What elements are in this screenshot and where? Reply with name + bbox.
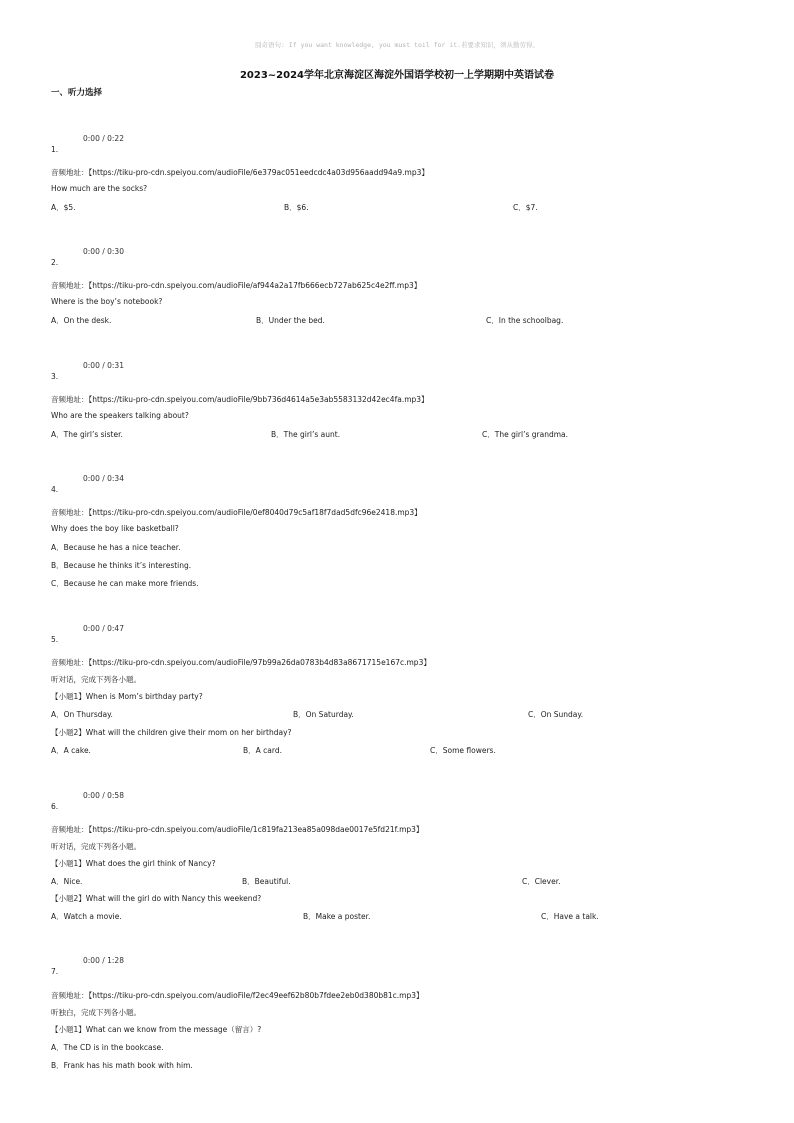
audio-url: 音频地址：【https://tiku-pro-cdn.speiyou.com/audioFile/97b99a26da0783b4d83a8671715e167c.mp3】 xyxy=(51,658,431,667)
question-instruction: 听对话，完成下列各小题。 xyxy=(51,842,141,851)
option-a: A．$5. xyxy=(51,203,76,212)
sub-question-text: 【小题1】What can we know from the message（留言）? xyxy=(51,1025,262,1034)
audio-player[interactable]: 0:00 / 0:30 xyxy=(83,247,124,256)
option-b: B．$6. xyxy=(284,203,309,212)
question-instruction: 听独白，完成下列各小题。 xyxy=(51,1008,141,1017)
option-a: A．The girl’s sister. xyxy=(51,430,123,439)
question-number: 2. xyxy=(51,258,59,267)
question-number: 1. xyxy=(51,145,59,154)
option-c: C．Clever. xyxy=(522,877,561,886)
audio-url: 音频地址：【https://tiku-pro-cdn.speiyou.com/audioFile/f2ec49eef62b80b7fdee2eb0d380b81c.mp3】 xyxy=(51,991,424,1000)
audio-player[interactable]: 0:00 / 0:22 xyxy=(83,134,124,143)
option-c: C．Because he can make more friends. xyxy=(51,579,199,588)
audio-player[interactable]: 0:00 / 1:28 xyxy=(83,956,124,965)
question-text: Why does the boy like basketball? xyxy=(51,524,179,533)
audio-player[interactable]: 0:00 / 0:34 xyxy=(83,474,124,483)
question-number: 3. xyxy=(51,372,59,381)
option-a: A．A cake. xyxy=(51,746,91,755)
sub-question-text: 【小题2】What will the children give their mom on her birthday? xyxy=(51,728,292,737)
option-a: A．On the desk. xyxy=(51,316,112,325)
section-heading: 一、听力选择 xyxy=(51,88,103,98)
audio-url: 音频地址：【https://tiku-pro-cdn.speiyou.com/audioFile/af944a2a17fb666ecb727ab625c4e2ff.mp3】 xyxy=(51,281,422,290)
question-number: 6. xyxy=(51,802,59,811)
question-text: How much are the socks? xyxy=(51,184,148,193)
question-number: 4. xyxy=(51,485,59,494)
question-number: 5. xyxy=(51,635,59,644)
sub-question-text: 【小题2】What will the girl do with Nancy this weekend? xyxy=(51,894,262,903)
watermark: 囧奇语句: If you want knowledge, you must toil for it.若要求知识，须从勤劳得。 xyxy=(254,41,539,49)
sub-question-text: 【小题1】When is Mom’s birthday party? xyxy=(51,692,203,701)
option-c: C．In the schoolbag. xyxy=(486,316,564,325)
option-b: B．On Saturday. xyxy=(293,710,354,719)
question-number: 7. xyxy=(51,967,59,976)
option-c: C．Some flowers. xyxy=(430,746,496,755)
question-text: Who are the speakers talking about? xyxy=(51,411,189,420)
option-c: C．Have a talk. xyxy=(541,912,599,921)
audio-url: 音频地址：【https://tiku-pro-cdn.speiyou.com/audioFile/6e379ac051eedcdc4a03d956aadd94a9.mp3】 xyxy=(51,168,429,177)
option-c: C．On Sunday. xyxy=(528,710,584,719)
audio-url: 音频地址：【https://tiku-pro-cdn.speiyou.com/audioFile/9bb736d4614a5e3ab5583132d42ec4fa.mp3】 xyxy=(51,395,429,404)
option-c: C．The girl’s grandma. xyxy=(482,430,568,439)
option-b: B．Beautiful. xyxy=(242,877,291,886)
audio-player[interactable]: 0:00 / 0:31 xyxy=(83,361,124,370)
option-b: B．Frank has his math book with him. xyxy=(51,1061,193,1070)
audio-url: 音频地址：【https://tiku-pro-cdn.speiyou.com/audioFile/0ef8040d79c5af18f7dad5dfc96e2418.mp3】 xyxy=(51,508,422,517)
option-b: B．A card. xyxy=(243,746,282,755)
question-instruction: 听对话，完成下列各小题。 xyxy=(51,675,141,684)
audio-url: 音频地址：【https://tiku-pro-cdn.speiyou.com/audioFile/1c819fa213ea85a098dae0017e5fd21f.mp3】 xyxy=(51,825,424,834)
option-b: B．The girl’s aunt. xyxy=(271,430,341,439)
question-text: Where is the boy’s notebook? xyxy=(51,297,163,306)
option-b: B．Make a poster. xyxy=(303,912,371,921)
option-a: A．Because he has a nice teacher. xyxy=(51,543,181,552)
option-c: C．$7. xyxy=(513,203,538,212)
option-b: B．Because he thinks it’s interesting. xyxy=(51,561,192,570)
option-a: A．Watch a movie. xyxy=(51,912,122,921)
audio-player[interactable]: 0:00 / 0:47 xyxy=(83,624,124,633)
option-a: A．Nice. xyxy=(51,877,83,886)
option-b: B．Under the bed. xyxy=(256,316,325,325)
option-a: A．On Thursday. xyxy=(51,710,113,719)
option-a: A．The CD is in the bookcase. xyxy=(51,1043,164,1052)
sub-question-text: 【小题1】What does the girl think of Nancy? xyxy=(51,859,216,868)
page-title: 2023~2024学年北京海淀区海淀外国语学校初一上学期期中英语试卷 xyxy=(239,70,555,81)
audio-player[interactable]: 0:00 / 0:58 xyxy=(83,791,124,800)
